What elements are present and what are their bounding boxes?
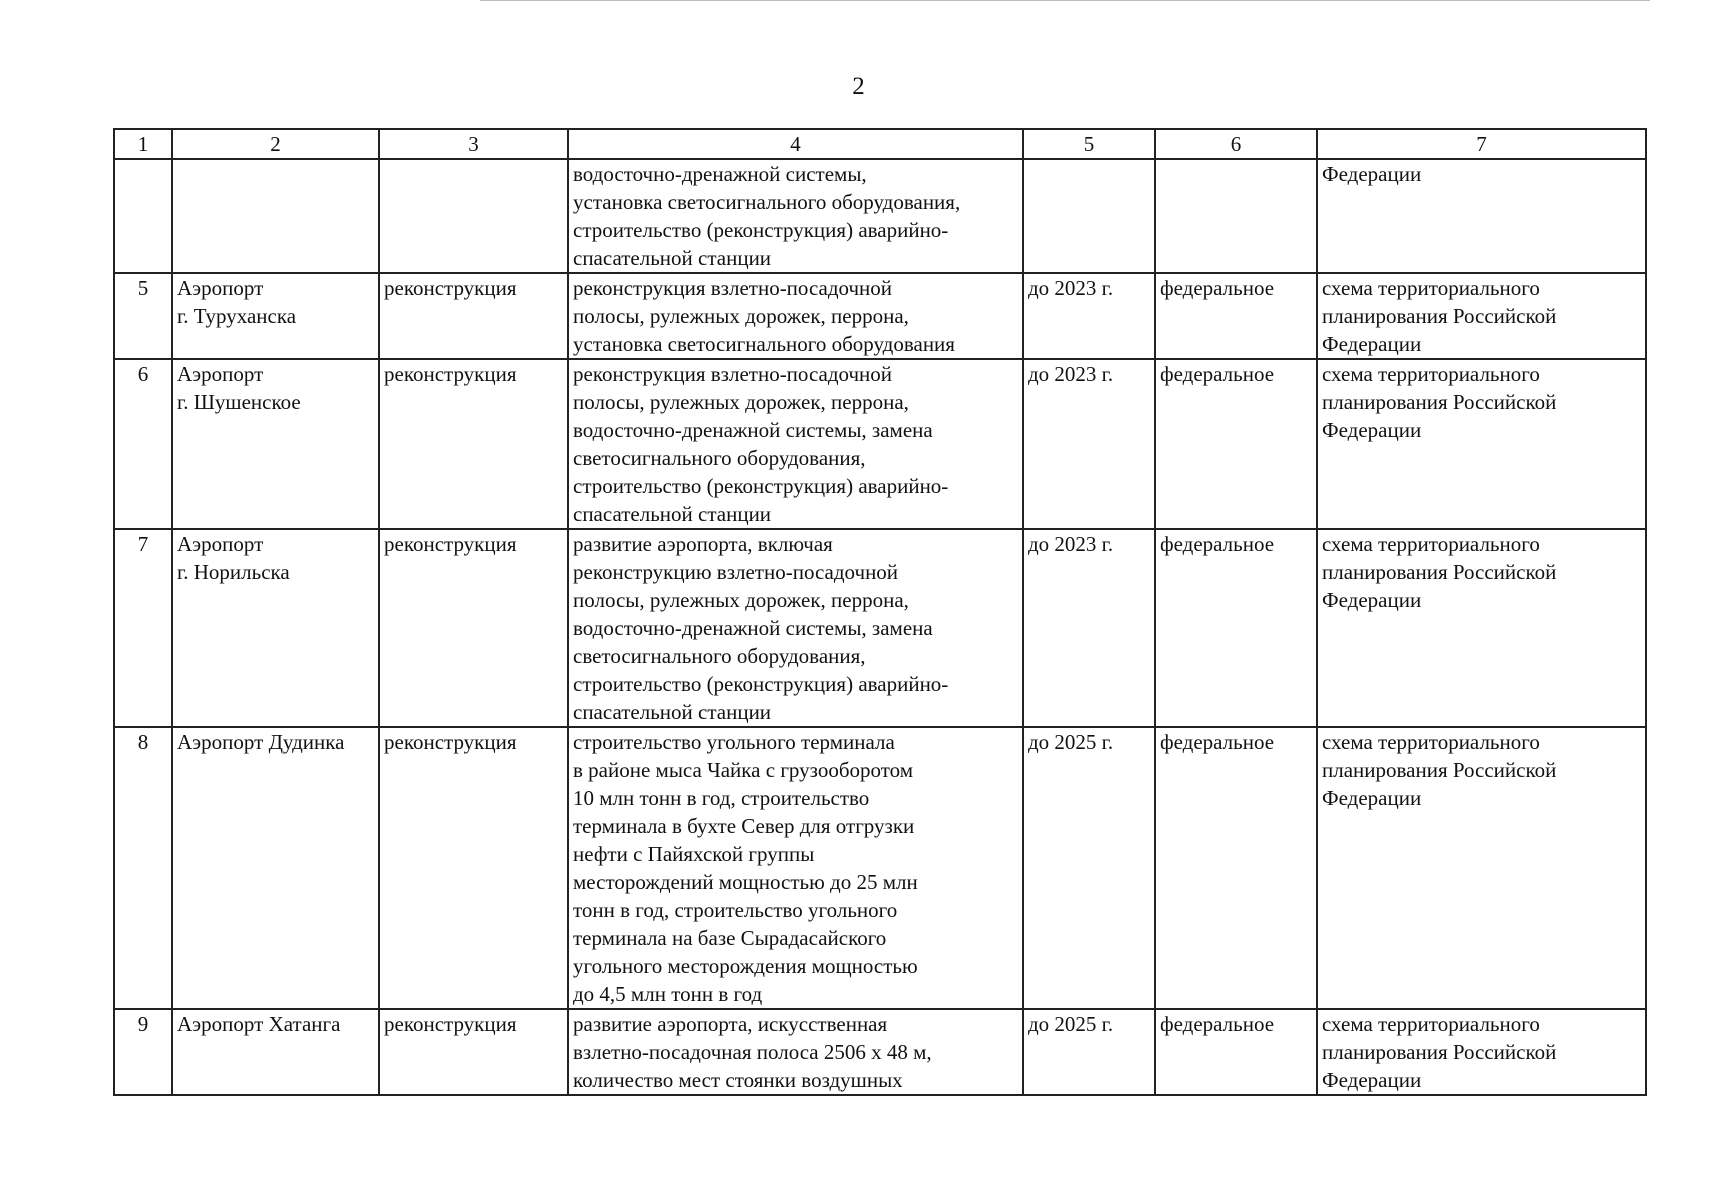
table-row [114, 727, 1646, 1009]
source-cell: схема территориального планирования Российской Федерации [1317, 359, 1646, 529]
significance-cell: федеральное [1155, 529, 1317, 727]
work-type-cell: реконструкция [379, 273, 568, 359]
column-header: 7 [1317, 129, 1646, 159]
column-header: 6 [1155, 129, 1317, 159]
row-number-cell: 8 [114, 727, 172, 1009]
object-name-cell: Аэропорт г. Норильска [172, 529, 379, 727]
row-number-cell [114, 159, 172, 273]
source-cell: схема территориального планирования Российской Федерации [1317, 1009, 1646, 1095]
column-header: 4 [568, 129, 1023, 159]
deadline-cell: до 2023 г. [1023, 529, 1155, 727]
table-row [114, 159, 1646, 273]
row-number-cell: 5 [114, 273, 172, 359]
significance-cell: федеральное [1155, 1009, 1317, 1095]
significance-cell: федеральное [1155, 273, 1317, 359]
deadline-cell [1023, 159, 1155, 273]
object-name-cell [172, 159, 379, 273]
row-number-cell: 9 [114, 1009, 172, 1095]
object-name-cell: Аэропорт Хатанга [172, 1009, 379, 1095]
significance-cell [1155, 159, 1317, 273]
work-type-cell: реконструкция [379, 727, 568, 1009]
table-row [114, 529, 1646, 727]
row-number-cell: 6 [114, 359, 172, 529]
table-row [114, 273, 1646, 359]
work-type-cell: реконструкция [379, 1009, 568, 1095]
description-cell: реконструкция взлетно-посадочной полосы, рулежных дорожек, перрона, водосточно-дренажной системы, замена светосигнального оборудования, строительство (реконструкция) аварийно- спасательной станции [568, 359, 1023, 529]
column-header: 5 [1023, 129, 1155, 159]
significance-cell: федеральное [1155, 727, 1317, 1009]
table-header-row [114, 129, 1646, 159]
description-cell: развитие аэропорта, включая реконструкцию взлетно-посадочной полосы, рулежных дорожек, перрона, водосточно-дренажной системы, замена светосигнального оборудования, строительство (реконструкция) аварийно- спасательной станции [568, 529, 1023, 727]
source-cell: схема территориального планирования Российской Федерации [1317, 727, 1646, 1009]
object-name-cell: Аэропорт г. Туруханска [172, 273, 379, 359]
column-header: 1 [114, 129, 172, 159]
source-cell: Федерации [1317, 159, 1646, 273]
description-cell: развитие аэропорта, искусственная взлетно-посадочная полоса 2506 х 48 м, количество мест стоянки воздушных [568, 1009, 1023, 1095]
row-number-cell: 7 [114, 529, 172, 727]
deadline-cell: до 2023 г. [1023, 273, 1155, 359]
projects-table [113, 128, 1647, 1096]
deadline-cell: до 2025 г. [1023, 1009, 1155, 1095]
object-name-cell: Аэропорт г. Шушенское [172, 359, 379, 529]
page-number: 2 [852, 73, 865, 100]
column-header: 3 [379, 129, 568, 159]
description-cell: строительство угольного терминала в районе мыса Чайка с грузооборотом 10 млн тонн в год, строительство терминала в бухте Север для отгрузки нефти с Пайяхской группы месторождений мощностью до 25 млн тонн в год, строительство угольного терминала на базе Сырадасайского угольного месторождения мощностью до 4,5 млн тонн в год [568, 727, 1023, 1009]
significance-cell: федеральное [1155, 359, 1317, 529]
work-type-cell: реконструкция [379, 529, 568, 727]
work-type-cell [379, 159, 568, 273]
source-cell: схема территориального планирования Российской Федерации [1317, 529, 1646, 727]
table-row [114, 359, 1646, 529]
table-row [114, 1009, 1646, 1095]
deadline-cell: до 2025 г. [1023, 727, 1155, 1009]
object-name-cell: Аэропорт Дудинка [172, 727, 379, 1009]
scan-edge-line [480, 0, 1650, 1]
description-cell: водосточно-дренажной системы, установка светосигнального оборудования, строительство (реконструкция) аварийно- спасательной станции [568, 159, 1023, 273]
source-cell: схема территориального планирования Российской Федерации [1317, 273, 1646, 359]
deadline-cell: до 2023 г. [1023, 359, 1155, 529]
work-type-cell: реконструкция [379, 359, 568, 529]
description-cell: реконструкция взлетно-посадочной полосы, рулежных дорожек, перрона, установка светосигнального оборудования [568, 273, 1023, 359]
column-header: 2 [172, 129, 379, 159]
